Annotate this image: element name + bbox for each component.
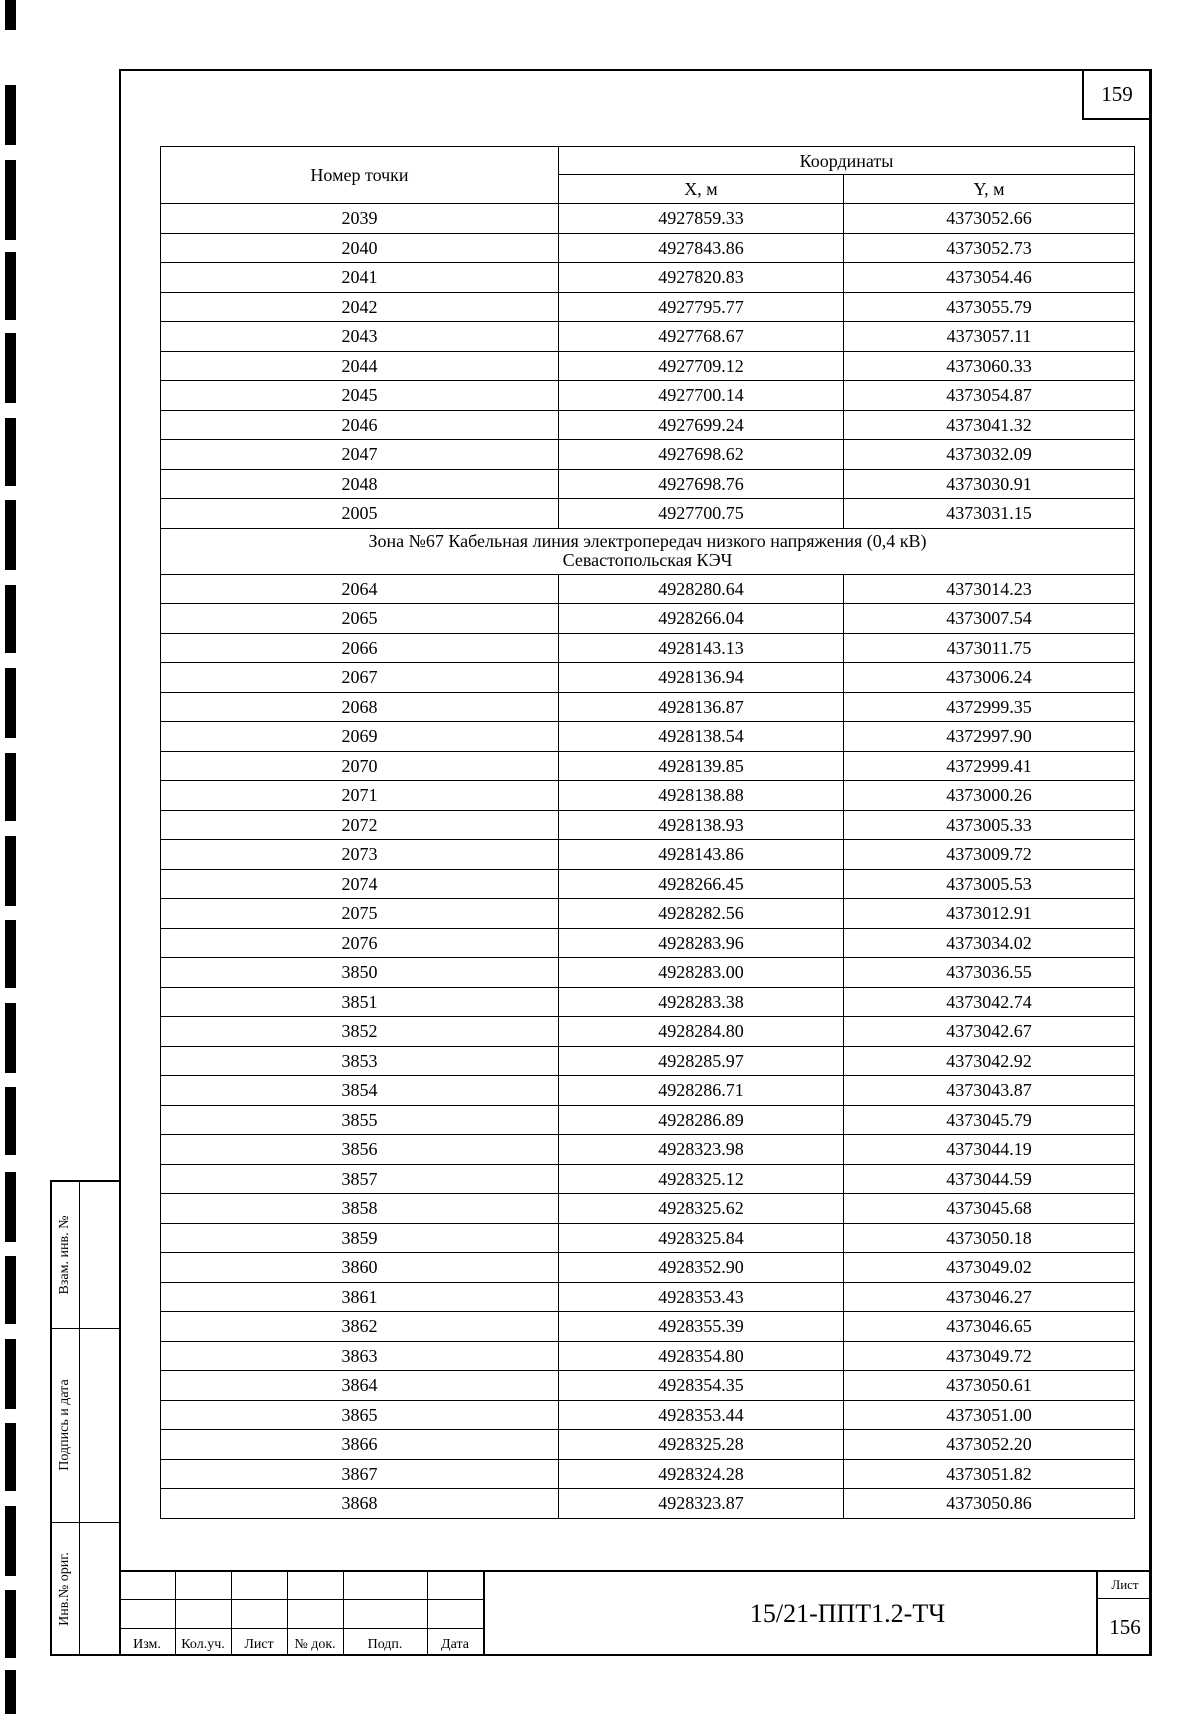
point-number-cell: 2042 (161, 292, 559, 322)
label-izm: Изм. (133, 1637, 161, 1652)
y-coordinate-cell: 4373005.53 (844, 869, 1135, 899)
y-coordinate-cell: 4373005.33 (844, 810, 1135, 840)
header-point-number: Номер точки (161, 147, 559, 204)
binder-mark (5, 252, 16, 320)
table-row (161, 1282, 1135, 1312)
point-number-cell: 2040 (161, 233, 559, 263)
y-coordinate-cell: 4373057.11 (844, 322, 1135, 352)
side-label-inv: Инв.№ ориг. (57, 1552, 72, 1626)
table-row (161, 1046, 1135, 1076)
table-section-a (161, 204, 1135, 529)
y-coordinate-cell: 4373000.26 (844, 781, 1135, 811)
binder-mark (5, 1339, 16, 1409)
y-coordinate-cell: 4373050.61 (844, 1371, 1135, 1401)
binder-mark (5, 1590, 16, 1658)
point-number-cell: 2070 (161, 751, 559, 781)
x-coordinate-cell: 4928136.87 (559, 692, 844, 722)
x-coordinate-cell: 4927698.62 (559, 440, 844, 470)
table-row (161, 987, 1135, 1017)
table-row (161, 633, 1135, 663)
y-coordinate-cell: 4373052.73 (844, 233, 1135, 263)
point-number-cell: 3857 (161, 1164, 559, 1194)
y-coordinate-cell: 4373060.33 (844, 351, 1135, 381)
document-code: 15/21-ППТ1.2-ТЧ (749, 1599, 946, 1628)
x-coordinate-cell: 4928280.64 (559, 574, 844, 604)
table-row (161, 1164, 1135, 1194)
binder-mark (5, 1670, 16, 1714)
point-number-cell: 2046 (161, 410, 559, 440)
binder-mark (5, 418, 16, 486)
point-number-cell: 3853 (161, 1046, 559, 1076)
point-number-cell: 3852 (161, 1017, 559, 1047)
x-coordinate-cell: 4928266.45 (559, 869, 844, 899)
zone-title-line2: Севастопольская КЭЧ (562, 550, 733, 570)
x-coordinate-cell: 4927768.67 (559, 322, 844, 352)
table-row (161, 322, 1135, 352)
side-cell-podpis (52, 1328, 119, 1523)
x-coordinate-cell: 4927820.83 (559, 263, 844, 293)
table-row (161, 469, 1135, 499)
table-row (161, 292, 1135, 322)
x-coordinate-cell: 4927699.24 (559, 410, 844, 440)
x-coordinate-cell: 4928284.80 (559, 1017, 844, 1047)
table-row (161, 1076, 1135, 1106)
y-coordinate-cell: 4373046.27 (844, 1282, 1135, 1312)
x-coordinate-cell: 4928325.62 (559, 1194, 844, 1224)
x-coordinate-cell: 4927859.33 (559, 204, 844, 234)
y-coordinate-cell: 4373054.87 (844, 381, 1135, 411)
table-row (161, 1223, 1135, 1253)
point-number-cell: 2048 (161, 469, 559, 499)
y-coordinate-cell: 4373045.79 (844, 1105, 1135, 1135)
point-number-cell: 2067 (161, 663, 559, 693)
y-coordinate-cell: 4373051.82 (844, 1459, 1135, 1489)
table-row (161, 840, 1135, 870)
table-row (161, 410, 1135, 440)
x-coordinate-cell: 4927700.14 (559, 381, 844, 411)
point-number-cell: 3858 (161, 1194, 559, 1224)
revision-grid (119, 1572, 485, 1656)
point-number-cell: 2072 (161, 810, 559, 840)
x-coordinate-cell: 4928353.43 (559, 1282, 844, 1312)
binder-mark (5, 1506, 16, 1576)
table-row (161, 958, 1135, 988)
x-coordinate-cell: 4928325.28 (559, 1430, 844, 1460)
x-coordinate-cell: 4928352.90 (559, 1253, 844, 1283)
point-number-cell: 3867 (161, 1459, 559, 1489)
y-coordinate-cell: 4373030.91 (844, 469, 1135, 499)
y-coordinate-cell: 4373044.59 (844, 1164, 1135, 1194)
x-coordinate-cell: 4928283.00 (559, 958, 844, 988)
x-coordinate-cell: 4928283.38 (559, 987, 844, 1017)
binder-mark (5, 1256, 16, 1324)
table-row (161, 204, 1135, 234)
y-coordinate-cell: 4372999.41 (844, 751, 1135, 781)
zone-row (161, 528, 1135, 574)
point-number-cell: 2064 (161, 574, 559, 604)
table-row (161, 1459, 1135, 1489)
table-row (161, 1017, 1135, 1047)
point-number-cell: 2047 (161, 440, 559, 470)
table-row (161, 722, 1135, 752)
table-row (161, 1341, 1135, 1371)
y-coordinate-cell: 4373043.87 (844, 1076, 1135, 1106)
side-stamp (50, 1180, 119, 1656)
x-coordinate-cell: 4928323.98 (559, 1135, 844, 1165)
table-row (161, 1194, 1135, 1224)
binder-mark (5, 753, 16, 821)
x-coordinate-cell: 4928285.97 (559, 1046, 844, 1076)
table-row (161, 692, 1135, 722)
point-number-cell: 2045 (161, 381, 559, 411)
point-number-cell: 2071 (161, 781, 559, 811)
y-coordinate-cell: 4373049.72 (844, 1341, 1135, 1371)
point-number-cell: 3861 (161, 1282, 559, 1312)
title-block (119, 1570, 1152, 1656)
point-number-cell: 3865 (161, 1400, 559, 1430)
table-row (161, 1105, 1135, 1135)
table-row (161, 869, 1135, 899)
y-coordinate-cell: 4373054.46 (844, 263, 1135, 293)
y-coordinate-cell: 4373012.91 (844, 899, 1135, 929)
y-coordinate-cell: 4373042.92 (844, 1046, 1135, 1076)
label-kol-uch: Кол.уч. (181, 1637, 225, 1652)
y-coordinate-cell: 4373009.72 (844, 840, 1135, 870)
table-row (161, 1489, 1135, 1519)
binder-mark (5, 333, 16, 403)
y-coordinate-cell: 4373052.66 (844, 204, 1135, 234)
y-coordinate-cell: 4373034.02 (844, 928, 1135, 958)
x-coordinate-cell: 4928286.71 (559, 1076, 844, 1106)
x-coordinate-cell: 4927843.86 (559, 233, 844, 263)
y-coordinate-cell: 4373032.09 (844, 440, 1135, 470)
point-number-cell: 2075 (161, 899, 559, 929)
table-row (161, 1400, 1135, 1430)
table-row (161, 663, 1135, 693)
side-label-vzam: Взам. инв. № (57, 1215, 72, 1295)
y-coordinate-cell: 4373006.24 (844, 663, 1135, 693)
point-number-cell: 2005 (161, 499, 559, 529)
point-number-cell: 3860 (161, 1253, 559, 1283)
table-row (161, 574, 1135, 604)
table-row (161, 263, 1135, 293)
x-coordinate-cell: 4928324.28 (559, 1459, 844, 1489)
table-section-b (161, 574, 1135, 1518)
table-row (161, 781, 1135, 811)
x-coordinate-cell: 4928136.94 (559, 663, 844, 693)
side-label-podpis: Подпись и дата (57, 1379, 72, 1471)
header-coordinates: Координаты (559, 147, 1135, 175)
point-number-cell: 3856 (161, 1135, 559, 1165)
x-coordinate-cell: 4928283.96 (559, 928, 844, 958)
y-coordinate-cell: 4373050.18 (844, 1223, 1135, 1253)
y-coordinate-cell: 4373036.55 (844, 958, 1135, 988)
x-coordinate-cell: 4927709.12 (559, 351, 844, 381)
label-doc-no: № док. (294, 1637, 336, 1652)
table-row (161, 1430, 1135, 1460)
table-row (161, 499, 1135, 529)
x-coordinate-cell: 4928138.54 (559, 722, 844, 752)
binder-mark (5, 1003, 16, 1073)
table-row (161, 810, 1135, 840)
x-coordinate-cell: 4928325.12 (559, 1164, 844, 1194)
point-number-cell: 3859 (161, 1223, 559, 1253)
point-number-cell: 3866 (161, 1430, 559, 1460)
side-cell-inv (52, 1522, 119, 1656)
y-coordinate-cell: 4372999.35 (844, 692, 1135, 722)
table-row (161, 1371, 1135, 1401)
y-coordinate-cell: 4373044.19 (844, 1135, 1135, 1165)
y-coordinate-cell: 4373052.20 (844, 1430, 1135, 1460)
point-number-cell: 3863 (161, 1341, 559, 1371)
table-row (161, 1253, 1135, 1283)
y-coordinate-cell: 4373050.86 (844, 1489, 1135, 1519)
binder-mark (5, 85, 16, 145)
point-number-cell: 3855 (161, 1105, 559, 1135)
point-number-cell: 3850 (161, 958, 559, 988)
label-data: Дата (441, 1637, 469, 1652)
point-number-cell: 2069 (161, 722, 559, 752)
x-coordinate-cell: 4928355.39 (559, 1312, 844, 1342)
header-x: X, м (559, 175, 844, 204)
x-coordinate-cell: 4927698.76 (559, 469, 844, 499)
y-coordinate-cell: 4373042.67 (844, 1017, 1135, 1047)
point-number-cell: 2068 (161, 692, 559, 722)
table-row (161, 928, 1135, 958)
table-row (161, 351, 1135, 381)
x-coordinate-cell: 4928354.80 (559, 1341, 844, 1371)
point-number-cell: 2044 (161, 351, 559, 381)
x-coordinate-cell: 4928138.88 (559, 781, 844, 811)
side-cell-vzam (52, 1182, 119, 1329)
binder-mark (5, 0, 16, 30)
label-podp: Подп. (367, 1637, 403, 1652)
y-coordinate-cell: 4373055.79 (844, 292, 1135, 322)
x-coordinate-cell: 4928143.13 (559, 633, 844, 663)
binder-mark (5, 1087, 16, 1155)
page-number: 159 (1082, 70, 1150, 120)
point-number-cell: 3854 (161, 1076, 559, 1106)
point-number-cell: 2074 (161, 869, 559, 899)
table-row (161, 751, 1135, 781)
x-coordinate-cell: 4928354.35 (559, 1371, 844, 1401)
binder-mark (5, 585, 16, 653)
point-number-cell: 2065 (161, 604, 559, 634)
x-coordinate-cell: 4928143.86 (559, 840, 844, 870)
binder-mark (5, 1423, 16, 1491)
x-coordinate-cell: 4928323.87 (559, 1489, 844, 1519)
point-number-cell: 3851 (161, 987, 559, 1017)
point-number-cell: 2041 (161, 263, 559, 293)
point-number-cell: 3864 (161, 1371, 559, 1401)
point-number-cell: 2043 (161, 322, 559, 352)
x-coordinate-cell: 4928282.56 (559, 899, 844, 929)
binder-mark (5, 500, 16, 570)
table-row (161, 440, 1135, 470)
point-number-cell: 2076 (161, 928, 559, 958)
table-row (161, 1312, 1135, 1342)
binder-mark (5, 920, 16, 988)
sheet-number: 156 (1109, 1614, 1141, 1639)
binder-mark (5, 1172, 16, 1242)
y-coordinate-cell: 4373031.15 (844, 499, 1135, 529)
y-coordinate-cell: 4373049.02 (844, 1253, 1135, 1283)
y-coordinate-cell: 4373045.68 (844, 1194, 1135, 1224)
y-coordinate-cell: 4373051.00 (844, 1400, 1135, 1430)
point-number-cell: 2039 (161, 204, 559, 234)
header-y: Y, м (844, 175, 1135, 204)
x-coordinate-cell: 4928325.84 (559, 1223, 844, 1253)
y-coordinate-cell: 4373007.54 (844, 604, 1135, 634)
y-coordinate-cell: 4373041.32 (844, 410, 1135, 440)
y-coordinate-cell: 4373014.23 (844, 574, 1135, 604)
sheet-label: Лист (1098, 1572, 1152, 1599)
zone-title-line1: Зона №67 Кабельная линия электропередач низкого напряжения (0,4 кВ) (368, 531, 927, 552)
sheet-box (1096, 1572, 1152, 1656)
table-row (161, 233, 1135, 263)
y-coordinate-cell: 4373046.65 (844, 1312, 1135, 1342)
binder-mark (5, 836, 16, 906)
binder-mark (5, 160, 16, 240)
y-coordinate-cell: 4372997.90 (844, 722, 1135, 752)
point-number-cell: 3868 (161, 1489, 559, 1519)
y-coordinate-cell: 4373011.75 (844, 633, 1135, 663)
x-coordinate-cell: 4928353.44 (559, 1400, 844, 1430)
x-coordinate-cell: 4928139.85 (559, 751, 844, 781)
y-coordinate-cell: 4373042.74 (844, 987, 1135, 1017)
x-coordinate-cell: 4928286.89 (559, 1105, 844, 1135)
x-coordinate-cell: 4928138.93 (559, 810, 844, 840)
coordinates-table (160, 146, 1135, 1519)
x-coordinate-cell: 4927795.77 (559, 292, 844, 322)
table-row (161, 1135, 1135, 1165)
table-row (161, 604, 1135, 634)
point-number-cell: 2073 (161, 840, 559, 870)
x-coordinate-cell: 4928266.04 (559, 604, 844, 634)
binder-mark (5, 668, 16, 738)
label-list: Лист (244, 1637, 274, 1652)
zone-title (161, 528, 1135, 574)
table-row (161, 381, 1135, 411)
point-number-cell: 3862 (161, 1312, 559, 1342)
x-coordinate-cell: 4927700.75 (559, 499, 844, 529)
point-number-cell: 2066 (161, 633, 559, 663)
table-row (161, 899, 1135, 929)
